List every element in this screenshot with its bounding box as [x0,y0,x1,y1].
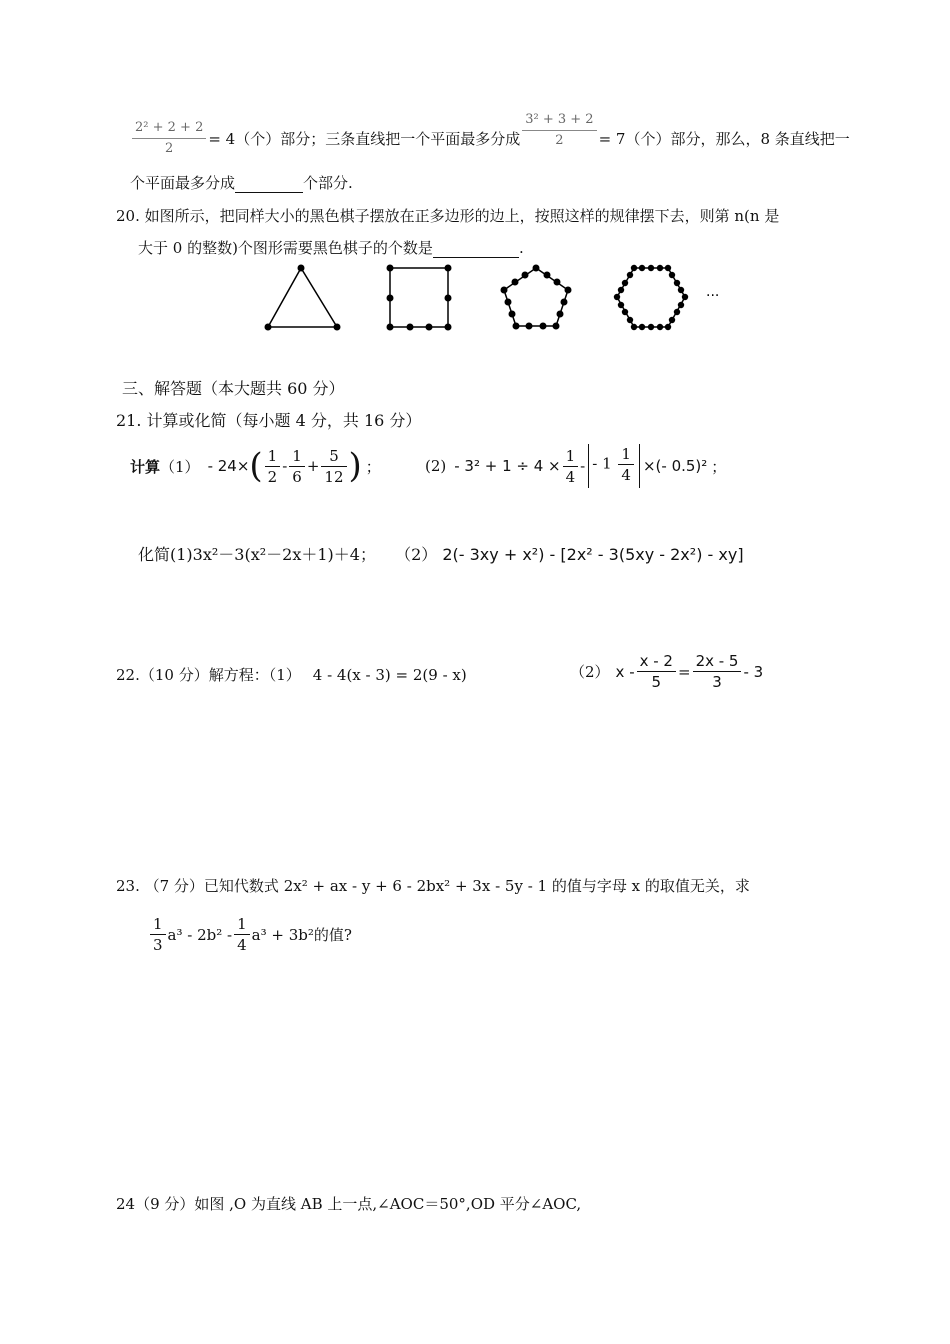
q23-line2: $\frac{1}{3}$ a³ - 2b² - $\frac{1}{4}$ a³ + 3b² 的值? [148,914,352,955]
figure-ellipsis: ··· [706,288,720,304]
q24-line: 24（9 分）如图 ,O 为直线 AB 上一点,∠AOC＝50°,OD 平分∠AOC, [116,1195,582,1213]
hexagon-figure [617,268,685,327]
calc1-fraction-3: $\frac{5}{12}$ [321,446,346,487]
q19-fraction-2: $\frac{\text{3² + 3 + 2}}{2}$ [522,110,596,151]
calc2-fraction: $\frac{1}{4}$ [563,446,579,487]
calc1-fraction-1: $\frac{1}{2}$ [265,446,281,487]
q20-answer-blank [433,239,519,258]
section3-heading: 三、解答题（本大题共 60 分） [122,379,345,398]
q19-line2: 个平面最多分成 个部分. [130,174,353,192]
q20-line2: 大于 0 的整数)个图形需要黑色棋子的个数是 . [138,239,524,257]
calc-label: 计算 [130,457,161,476]
q23-line1: 23. （7 分）已知代数式 2x² + ax - y + 6 - 2bx² + 3x - 5y - 1 的值与字母 x 的取值无关，求 [116,877,750,895]
q22-eq2: （2） x - $\frac{x - 2}{5}$ = $\frac{2x - 5}{3}$ - 3 [570,652,764,691]
polygon-pattern-figure [250,258,750,338]
q19-text-2: = 7（个）部分，那么，8 条直线把一 [598,130,850,148]
q21-simplify-line: 化简(1)3x²－3(x²－2x＋1)＋4； （2） 2(- 3xy + x²) - [2x² - 3(5xy - 2x²) - xy] [138,545,744,564]
q19-line1 [130,112,850,159]
hexagon-dots [614,265,688,330]
triangle-figure [268,268,337,327]
q21-calc2-line: (2) - 3² + 1 ÷ 4 × $\frac{1}{4}$ - - 1 $\frac{1}{4}$ ×(- 0.5)² ； [425,444,726,488]
calc2-absolute-value: - 1 $\frac{1}{4}$ [588,444,640,488]
q23-fraction-2: $\frac{1}{4}$ [234,914,250,955]
q22-fraction-2: $\frac{2x - 5}{3}$ [693,651,742,692]
q23-fraction-1: $\frac{1}{3}$ [150,914,166,955]
q21-calc-line: 计算 （1） - 24× ( $\frac{1}{2}$ - $\frac{1}{6}$ + $\frac{5}{12}$ ) ； [130,446,381,486]
square-dots [387,265,452,331]
q20-line1: 20. 如图所示，把同样大小的黑色棋子摆放在正多边形的边上，按照这样的规律摆下去，则第 n(n 是 [116,207,780,225]
q22-line: 22.（10 分）解方程：（1） 4 - 4(x - 3) = 2(9 - x) [116,665,467,684]
q21-heading: 21. 计算或化简（每小题 4 分，共 16 分） [116,411,422,430]
q19-answer-blank [235,174,303,193]
pentagon-figure [504,268,568,326]
square-figure [390,268,448,327]
calc1-fraction-2: $\frac{1}{6}$ [289,446,305,487]
q19-text-1: = 4（个）部分；三条直线把一个平面最多分成 [208,130,521,148]
pentagon-dots [501,265,572,330]
q19-fraction-1: $\frac{\text{2² + 2 + 2}}{2}$ [132,118,206,159]
triangle-dots [265,265,341,331]
q22-fraction-1: $\frac{x - 2}{5}$ [637,651,676,692]
